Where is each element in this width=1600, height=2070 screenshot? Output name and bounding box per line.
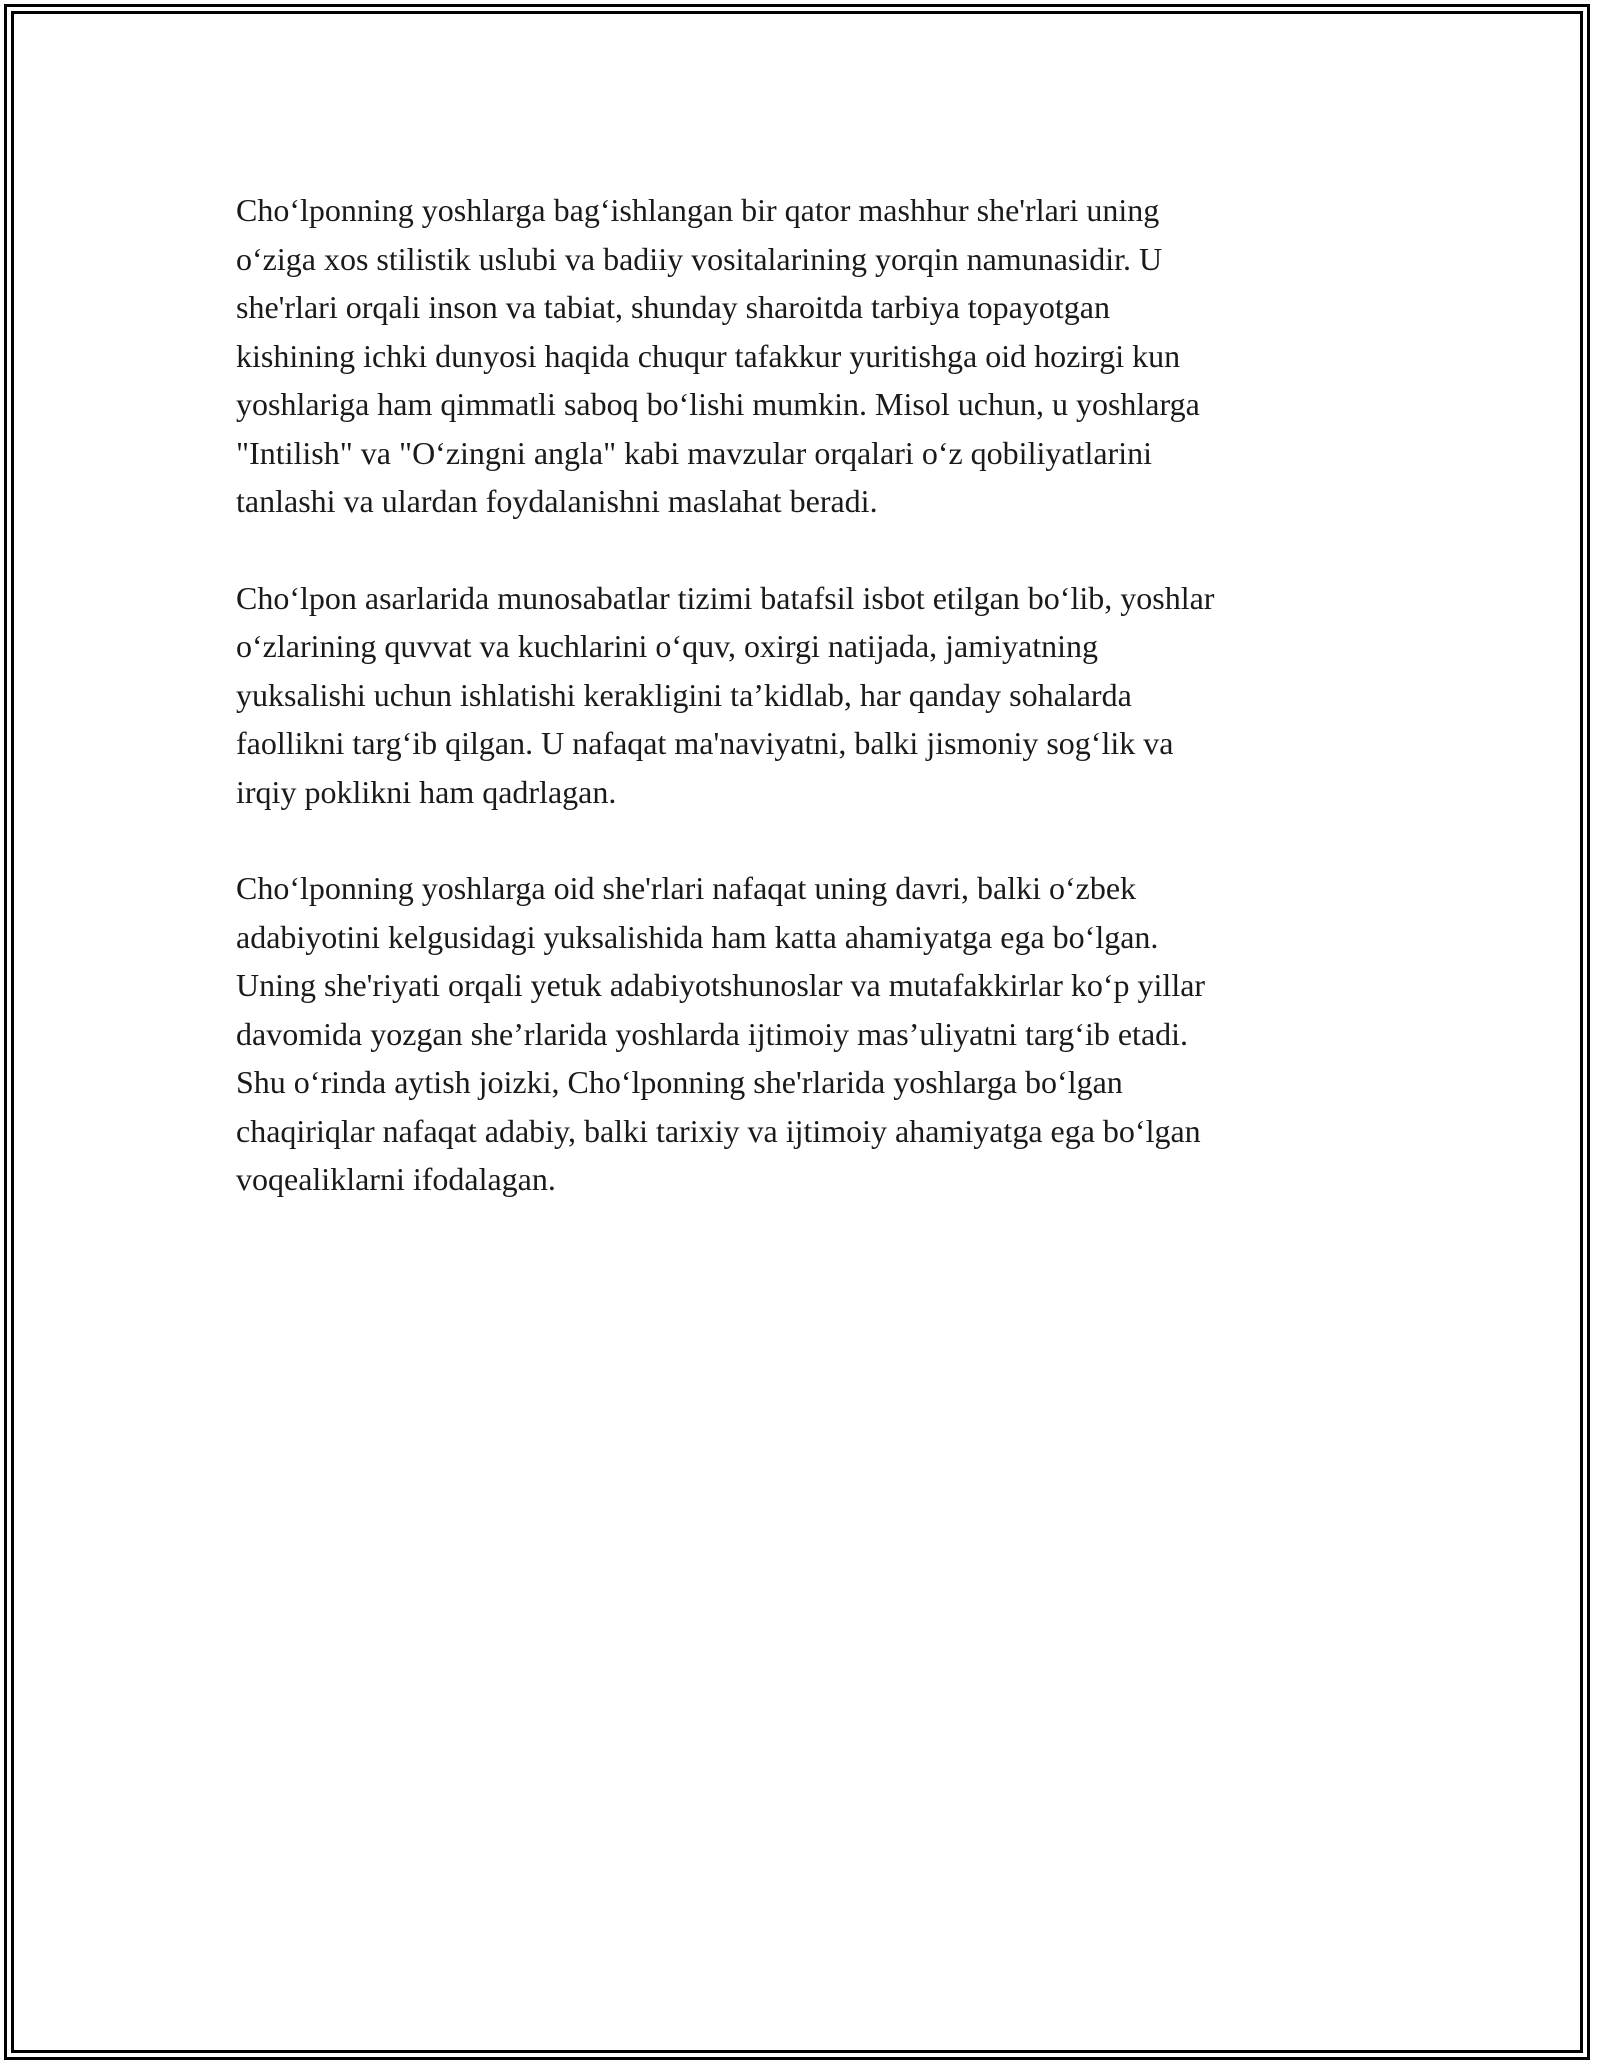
text-line: irqiy poklikni ham qadrlagan.: [236, 773, 617, 810]
text-line: o‘zlarining quvvat va kuchlarini o‘quv, oxirgi natijada, jamiyatning: [236, 628, 1098, 664]
paragraph-2: [236, 574, 1366, 817]
text-line: davomida yozgan she’rlarida yoshlarda ijtimoiy mas’uliyatni targ‘ib etadi.: [236, 1015, 1189, 1052]
paragraph-3: [236, 864, 1366, 1204]
text-line: yoshlariga ham qimmatli saboq bo‘lishi mumkin. Misol uchun, u yoshlarga: [236, 386, 1200, 422]
text-line: faollikni targ‘ib qilgan. U nafaqat ma'naviyatni, balki jismoniy sog‘lik va: [236, 725, 1174, 761]
text-line: Shu o‘rinda aytish joizki, Cho‘lponning she'rlarida yoshlarga bo‘lgan: [236, 1064, 1123, 1100]
text-line: o‘ziga xos stilistik uslubi va badiiy vositalarining yorqin namunasidir. U: [236, 240, 1163, 277]
text-line: she'rlari orqali inson va tabiat, shunday sharoitda tarbiya topayotgan: [236, 289, 1110, 325]
text-line: adabiyotini kelgusidagi yuksalishida ham katta ahamiyatga ega bo‘lgan.: [236, 918, 1159, 955]
document-body: [236, 186, 1366, 1252]
text-line: yuksalishi uchun ishlatishi kerakligini ta’kidlab, har qanday sohalarda: [236, 676, 1132, 713]
text-line: Cho‘lponning yoshlarga bag‘ishlangan bir qator mashhur she'rlari uning: [236, 192, 1160, 228]
text-line: Cho‘lponning yoshlarga oid she'rlari nafaqat uning davri, balki o‘zbek: [236, 870, 1137, 906]
text-line: "Intilish" va "O‘zingni angla" kabi mavzular orqalari o‘z qobiliyatlarini: [236, 434, 1152, 471]
paragraph-1: [236, 186, 1366, 526]
text-line: tanlashi va ulardan foydalanishni maslahat beradi.: [236, 483, 878, 519]
text-line: voqealiklarni ifodalagan.: [236, 1161, 556, 1197]
text-line: Uning she'riyati orqali yetuk adabiyotshunoslar va mutafakkirlar ko‘p yillar: [236, 967, 1206, 1003]
text-line: kishining ichki dunyosi haqida chuqur tafakkur yuritishga oid hozirgi kun: [236, 337, 1181, 374]
text-line: chaqiriqlar nafaqat adabiy, balki tarixiy va ijtimoiy ahamiyatga ega bo‘lgan: [236, 1112, 1201, 1149]
text-line: Cho‘lpon asarlarida munosabatlar tizimi batafsil isbot etilgan bo‘lib, yoshlar: [236, 579, 1215, 616]
